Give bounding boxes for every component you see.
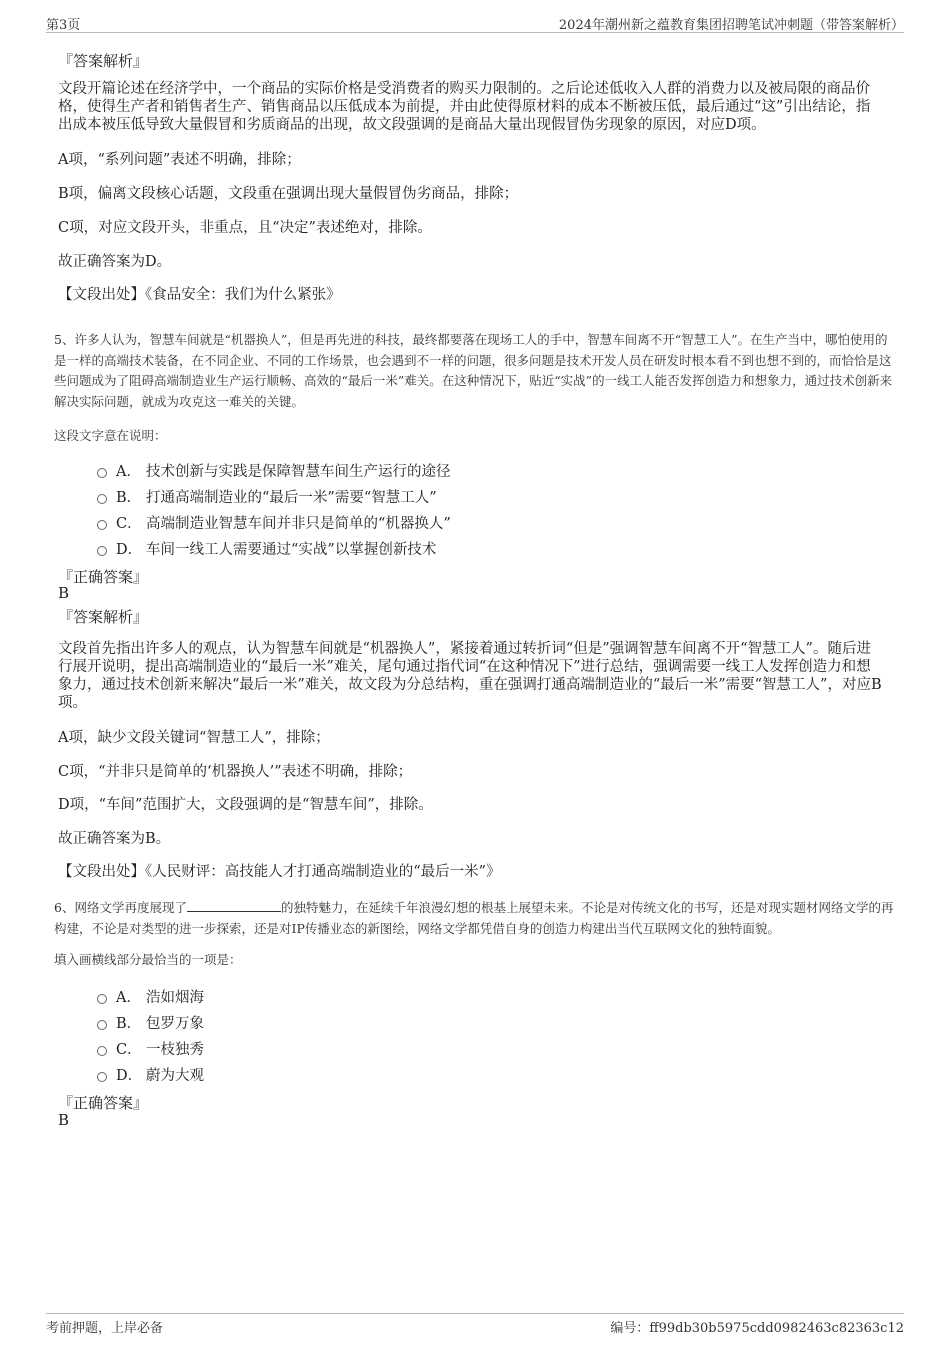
q5-analysis-label: 『答案解析』 [58, 608, 149, 626]
page-footer [46, 1313, 904, 1336]
radio-icon[interactable] [97, 546, 107, 556]
footer-slogan: 考前押题，上岸必备 [46, 1321, 164, 1336]
page-number: 第3页 [46, 18, 81, 33]
option-letter: B． [116, 490, 142, 506]
option-letter: A． [116, 464, 141, 480]
q4-analysis-label: 『答案解析』 [58, 52, 149, 70]
q4-item-c: C项，对应文段开头，非重点，且“决定”表述绝对，排除。 [58, 220, 432, 236]
option-letter: C． [116, 1042, 142, 1058]
q6-option-a[interactable] [97, 986, 204, 1007]
option-text: 浩如烟海 [146, 990, 204, 1006]
option-text: 包罗万象 [146, 1016, 204, 1032]
q5-option-d[interactable] [97, 538, 436, 559]
q5-source: 【文段出处】《人民财评：高技能人才打通高端制造业的“最后一米”》 [58, 864, 501, 880]
radio-icon[interactable] [97, 1020, 107, 1030]
q6-stem [54, 898, 900, 939]
q6-correct-label: 『正确答案』 [58, 1094, 149, 1112]
q4-conclusion: 故正确答案为D。 [58, 254, 172, 270]
q6-correct-value: B [58, 1111, 70, 1129]
radio-icon[interactable] [97, 468, 107, 478]
page-header [46, 12, 904, 33]
q5-item-c: C项，“并非只是简单的‘机器换人’”表述不明确，排除； [58, 764, 413, 780]
q5-correct-value: B [58, 584, 70, 602]
document-title: 2024年潮州新之蕴教育集团招聘笔试冲刺题（带答案解析） [558, 18, 904, 33]
q5-option-a[interactable] [97, 460, 451, 481]
footer-code: 编号：ff99db30b5975cdd0982463c82363c12 [610, 1321, 904, 1336]
q6-option-d[interactable] [97, 1064, 204, 1085]
q5-analysis-text: 文段首先指出许多人的观点，认为智慧车间就是“机器换人”，紧接着通过转折词“但是”强调智慧车间离不开“智慧工人”。随后进行展开说明，提出高端制造业的“最后一米”难关，尾句通过指代词“在这种情况下”进行总结，强调需要一线工人发挥创造力和想象力，通过技术创新来解决“最后一米”难关，故文段为分总结构，重在强调打通高端制造业的“最后一米”需要“智慧工人”，对应B项。 [58, 641, 882, 711]
q4-item-b: B项，偏离文段核心话题，文段重在强调出现大量假冒伪劣商品，排除； [58, 186, 519, 202]
q4-analysis-text: 文段开篇论述在经济学中，一个商品的实际价格是受消费者的购买力限制的。之后论述低收入人群的消费力以及被局限的商品价格，使得生产者和销售者生产、销售商品以压低成本为前提，并由此使得原材料的成本不断被压低，最后通过“这”引出结论，指出成本被压低导致大量假冒和劣质商品的出现，故文段强调的是商品大量出现假冒伪劣现象的原因，对应D项。 [58, 81, 871, 133]
radio-icon[interactable] [97, 494, 107, 504]
q5-option-c[interactable] [97, 512, 451, 533]
q6-option-b[interactable] [97, 1012, 204, 1033]
option-text: 打通高端制造业的“最后一米”需要“智慧工人” [146, 490, 437, 506]
radio-icon[interactable] [97, 520, 107, 530]
radio-icon[interactable] [97, 1072, 107, 1082]
q5-correct-label: 『正确答案』 [58, 568, 149, 586]
q6-stem-after: 的独特魅力，在延续千年浪漫幻想的根基上展望未来。不论是对传统文化的书写，还是对现实题材网络文学的再构建，不论是对类型的进一步探索，还是对IP传播业态的新图绘，网络文学都凭借自身的创造力构建出当代互联网文化的独特面貌。 [54, 900, 894, 936]
q5-item-a: A项，缺少文段关键词“智慧工人”，排除； [58, 730, 330, 746]
option-letter: C． [116, 516, 142, 532]
q6-stem-before: 6、网络文学再度展现了 [54, 900, 187, 915]
option-text: 技术创新与实践是保障智慧车间生产运行的途径 [146, 464, 451, 480]
radio-icon[interactable] [97, 1046, 107, 1056]
option-text: 蔚为大观 [146, 1068, 204, 1084]
q5-option-b[interactable] [97, 486, 437, 507]
option-text: 一枝独秀 [146, 1042, 204, 1058]
q6-prompt: 填入画横线部分最恰当的一项是： [54, 952, 242, 967]
option-letter: A． [116, 990, 141, 1006]
q4-source: 【文段出处】《食品安全：我们为什么紧张》 [58, 287, 341, 303]
option-text: 高端制造业智慧车间并非只是简单的“机器换人” [146, 516, 451, 532]
q6-option-c[interactable] [97, 1038, 204, 1059]
option-letter: B． [116, 1016, 142, 1032]
q4-item-a: A项，“系列问题”表述不明确，排除； [58, 152, 301, 168]
q5-prompt: 这段文字意在说明： [54, 428, 167, 443]
option-text: 车间一线工人需要通过“实战”以掌握创新技术 [146, 542, 437, 558]
option-letter: D． [116, 1068, 143, 1084]
q5-stem: 5、许多人认为，智慧车间就是“机器换人”，但是再先进的科技，最终都要落在现场工人的手中，智慧车间离不开“智慧工人”。在生产当中，哪怕使用的是一样的高端技术装备，在不同企业、不同的工作场景，也会遇到不一样的问题，很多问题是技术开发人员在研发时根本看不到也想不到的，而恰恰是这些问题成为了阻碍高端制造业生产运行顺畅、高效的“最后一米”难关。在这种情况下，贴近“实战”的一线工人能否发挥创造力和想象力，通过技术创新来解决实际问题，就成为攻克这一难关的关键。 [54, 332, 893, 409]
answer-blank [187, 899, 281, 912]
q5-item-d: D项，“车间”范围扩大，文段强调的是“智慧车间”，排除。 [58, 797, 433, 813]
q5-conclusion: 故正确答案为B。 [58, 831, 171, 847]
radio-icon[interactable] [97, 994, 107, 1004]
option-letter: D． [116, 542, 143, 558]
